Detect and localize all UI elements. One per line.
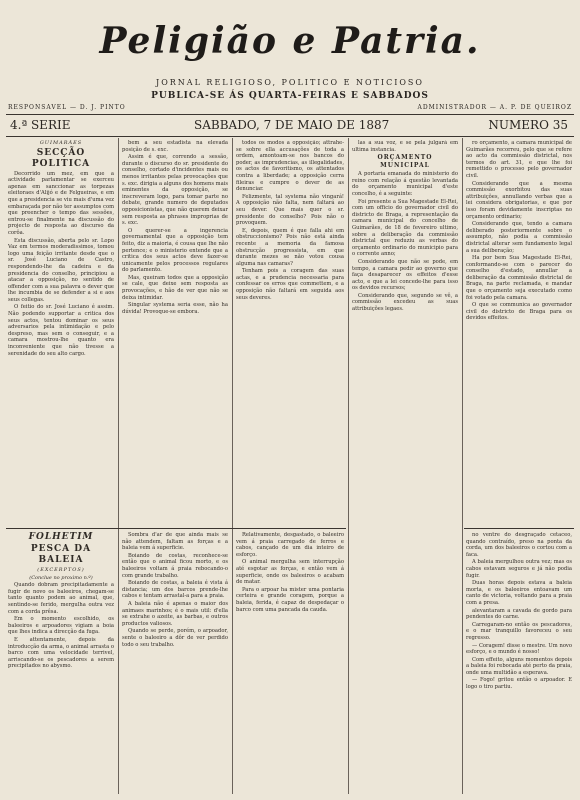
staff-administrator: ADMINISTRADOR — A. P. DE QUEIROZ [417,104,572,111]
paragraph: Para o arpoar ha mister uma pontaria certeira e grande coragem, porque a baleia, ferida, é capaz de despedaçar o barco com uma pancada da cauda. [236,586,344,613]
paragraph: Boiando de costas, reconhece-se então que o animal ficou morto, e os baleeiros voltam á praia rebocando-o com grande trabalho. [122,552,228,579]
paragraph: no ventre do desgraçado cetaceo, quando contraído, preso na ponta da corda, um dos baleeiros o cortou com a faca. [466,532,572,558]
article-column-2 [122,140,228,526]
paragraph: O que se communica ao governador civil do districto de Braga para os devidos effeitos. [466,302,572,322]
article-column-5 [466,140,572,526]
paragraph: Foi presente a Sua Magestade El-Rei, com um officio do governador civil do districto de Braga, a representação da camara municipal do concelho de Guimarães, de 18 de fevereiro ultimo, sobre a deliberação da commissão districtal que reduziu as verbas do orçamento ordinario do municipio para o corrente anno; [352,198,458,258]
masthead-title: Peligião e Patria. [99,20,481,62]
paragraph: Duas horas depois estava a baleia morta, e os baleeiros entoavam um canto de victoria, voltando para a praia com a presa. [466,580,572,606]
paragraph: Em o momento escolhido, os baleeiros e arpoadores vigiam a boia que lhes indica a direcção da fuga. [8,616,114,636]
paragraph: alevantaram a cavada de gordo para pendentes do carne. [466,607,572,621]
paragraph: Quando dobram precipitadamente a fugir de novo os baleeiros, chegam-se tanto quanto podem ao animal, que, sentindo-se ferido, mergulha outra vez com a corda prêsa. [8,582,114,615]
paragraph: O feitio do sr. José Luciano é assim. Não podendo supportar a critica dos seus actos, tentou dominar os seus adversarios pela intimidação e pelo despreso, mas sem o conseguir, e a camara mostrou-lhe quanto era inconveniente que não tivesse a serenidade do seu alto cargo. [8,304,114,357]
paragraph: E attentamente, depois da introducção da arma, o animal arrasta o barco com uma velocidade terrivel, arriscando-se os pescadores a serem precipitados no abysmo. [8,636,114,670]
paragraph: bem a seu estadista na elevada posição de s. exc. [122,140,228,153]
folhetim-rule [464,528,574,529]
paragraph: Ha por bem Sua Magestade El-Rei, conformando-se com o parecer do conselho d'estado, annullar a deliberação da commissão districtal de Braga, na parte reclamada, e mandar que o orçamento seja executado como foi votado pela camara. [466,255,572,301]
folhetim-column-5 [466,532,572,794]
paragraph: — Fogo! gritou então o arpoador. E logo o tiro partiu. [466,677,572,691]
paragraph: O querer-se a ingerencia governamental que a opposição tem feito, diz a maioria, é cousa que lhe não pertence; e o ministerio entende que a critica dos seus actos deve fazer-se unicamente pelos processos regulares do parlamento. [122,227,228,274]
folhetim-column-2 [122,532,228,794]
folhetim-title: PESCA DA BALEIA [30,544,92,565]
paragraph: Considerando que a mesma commissão exorbitou das suas attribuições, annullando verbas que a lei considera obrigatorias, e que por isso foram devidamente inscriptas no orçamento ordinario; [466,180,572,220]
staff-responsible: RESPONSAVEL — D. J. PINTO [8,104,126,111]
paragraph: A baleia mergulhou outra vez; mas os cabos estavam seguros e já não podia fugir. [466,559,572,579]
article-column-4 [352,140,458,790]
column-rule [462,138,463,794]
staff-line [8,104,572,114]
paragraph: A portaria emanada do ministerio do reino com relação á questão levantada do orçamento municipal d'este concelho, é a seguinte: [352,171,458,197]
issue-number: NUMERO 35 [488,118,568,132]
paragraph: Esta discussão, aberta pelo sr. Lopo Vaz em termos moderadissimos, tomou logo uma feição irritante desde que o sr. José Luciano de Castro, respondendo-lhe da cadeira e da presidencia do conselho, principiou a atacar a opposição, no sentido de offender com a sua palavra o dever que lhe incumbia de se defender a si e aos seus collegas. [8,237,114,303]
section-heading: SECÇÃO POLITICA [31,147,91,169]
column-rule [118,138,119,794]
folhetim-subtitle: (EXCERPTOS) [37,567,85,573]
folhetim-note: (Conclue no proximo n.º) [29,574,93,581]
paragraph: ro orçamento, a camara municipal de Guimarães recorreu, pelo que se refere ao acto da commissão districtal, nos termos do art. 31, e que lhe foi remettido o processo pelo governador civil. [466,140,572,179]
paragraph: Quando se perde, porém, o arpoador, sente o baleeiro a dôr de ver perdido todo o seu trabalho. [122,628,228,648]
paragraph: Assim é que, correndo a sessão, durante o discurso do sr. presidente do conselho, cortado d'incidentes mais ou menos irritantes pelas provocações que s. exc. dirigia a alguns dos homens mais eminentes da opposição, se inscreveram logo, para tomar parte no debate, grande numero de deputados opposicionistas, que não querem deixar sem resposta as phrases improprias de s. exc. [122,154,228,227]
top-rule [6,114,574,115]
issue-date: SABBADO, 7 DE MAIO DE 1887 [194,118,390,132]
paragraph: Sombra d'ar de que ainda mais se não attendem, faltam as forças e a baleia vem á superficie. [122,532,228,552]
folhetim-heading: FOLHETIM [28,532,94,542]
article-column-1 [8,140,114,526]
paragraph: Relativamente, desgastado, o baleeiro vem á praia carregado de ferros e cabos, cançado de um dia inteiro de esforço. [236,532,344,558]
publication-schedule: PUBLICA-SE ÁS QUARTA-FEIRAS E SABBADOS [151,91,429,101]
paragraph: Com effeito, alguns momentos depois a baleia foi rebocada até perto da praia, onde uma multidão a esperava. [466,656,572,676]
folhetim-column-3 [236,532,344,794]
folhetim-column-1 [8,532,114,794]
paragraph: Tenham pois a coragem das suas actas, e a prudencia necessaria para confessar os erros que commettem, e a opposição não faltará em seguida aos seus deveres. [236,268,344,301]
paragraph: Considerando que não se pode, em tempo, a camara pedir ao governo que faça desaparecer os effeitos d'esse acto, e que a lei concede-lhe para isso os devidos recursos; [352,258,458,292]
section-kicker: GUIMARÃES [39,140,83,146]
series-label: 4.ª SERIE [10,118,71,132]
paragraph: Boiando de costas, a baleia é vista á distancia; um dos barcos prende-lhe cabos e tentam arrastal-a para a praia. [122,580,228,600]
folhetim-rule [6,528,346,529]
paragraph: Singular systema seria esse, não ha dúvida! Provoque-se embora. [122,302,228,315]
subtitle: JORNAL RELIGIOSO, POLITICO E NOTICIOSO [156,78,424,87]
column-rule [348,138,349,794]
paragraph: Decorrido um mez, em que a actividade parlamentar se exerceu apenas em sanccionar as torpezas eleitoraes d'Alijó e de Felgueiras, e em que a presidencia se viu mais d'uma vez embaraçada por não ter assumptos com que preencher o tempo das sessões, entrou-se finalmente na discussão do projecto de resposta ao discurso da corôa. [8,170,114,236]
paragraph: A baleia não é apenas o maior dos animaes marinhos; é o mais util: d'ella se extrahe o azeite, as barbas, e outros productos valiosos. [122,600,228,627]
paragraph: Considerando que, segundo se vê, a commissão excedeu as suas attribuições legaes. [352,292,458,313]
article-column-3 [236,140,344,526]
paragraph: las a sua voz, e se pela julgará em ultima instancia. [352,140,458,153]
paragraph: Considerando que, tendo a camara deliberado posteriormente sobre o assumpto, não podia a commissão districtal alterar sem fundamento legal a sua deliberação; [466,221,572,254]
paragraph: E, depois, quem é que falla ahi em obstruccionismo? Pois não está ainda recente a memoria da famosa obstrucção progressista, em que durante mezes se não votou cousa alguma nas camaras? [236,227,344,267]
dateline [6,118,574,134]
paragraph: O animal mergulha sem interrupção até esgotar as forças, e então vem á superficie, onde os baleeiros o acabam de matar. [236,559,344,586]
paragraph: Mas, queiram todos que a opposição se cale, que deixe sem resposta as provocações, e hão de ver que não se deixa intimidar. [122,274,228,301]
paragraph: Felizmente, tal systema não vingará! A opposição não falta, nem faltará ao seu dever. Que mais quer o sr. presidente do conselho? Pois não o provoquem. [236,193,344,227]
section-heading: ORÇAMENTO MUNICIPAL [377,154,433,170]
column-rule [232,138,233,794]
paragraph: — Coragem! disse o mestre. Um novo esforço, e o mundo é nosso! [466,642,572,656]
dateline-rule [6,136,574,137]
paragraph: Carregaram-no então os pescadores, e o mar tranquillo favoreceu o seu regresso. [466,621,572,641]
paragraph: todos os modos a opposição; attrahe-se sobre ella accusações de toda a ordem, amontoam-se nos bancos do poder, as imprudencias, as illegalidades, os actos de favoritismo, os attentados contra a liberdade; a opposição cerra fileiras e cumpre o dever de as denunciar. [236,140,344,193]
